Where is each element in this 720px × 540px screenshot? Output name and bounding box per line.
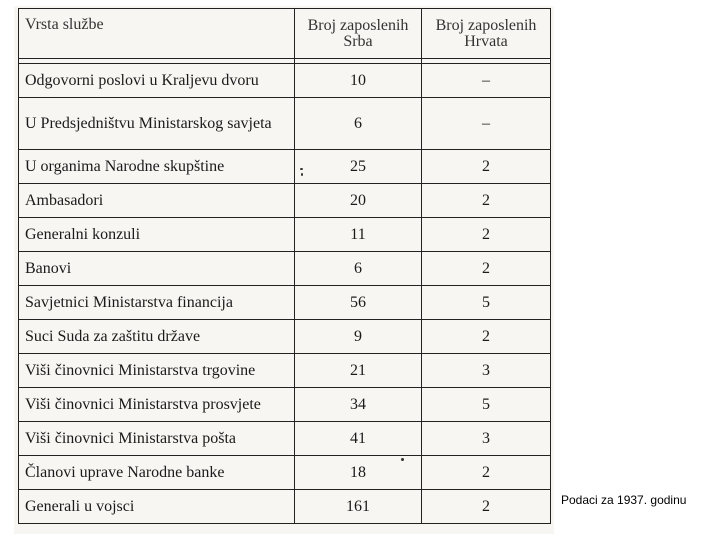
table-header-row <box>19 9 551 59</box>
service-type-cell: U Predsjedništvu Ministarskog savjeta <box>19 98 295 150</box>
croat-count-cell: – <box>422 64 551 98</box>
serb-count-cell: 56 <box>295 286 422 320</box>
croat-count-cell: – <box>422 98 551 150</box>
croat-count-cell: 2 <box>422 150 551 184</box>
serb-count-cell: 6 <box>295 252 422 286</box>
serb-count-cell: 11 <box>295 218 422 252</box>
table-row <box>19 456 551 490</box>
serb-count-cell: 161 <box>295 490 422 524</box>
table-body <box>19 64 551 524</box>
croat-count-cell: 2 <box>422 218 551 252</box>
croat-count-cell: 5 <box>422 388 551 422</box>
service-type-cell: Suci Suda za zaštitu države <box>19 320 295 354</box>
service-type-cell: Savjetnici Ministarstva financija <box>19 286 295 320</box>
serb-count-cell: 18 <box>295 456 422 490</box>
serb-count-cell: 21 <box>295 354 422 388</box>
table-row <box>19 252 551 286</box>
table-row <box>19 388 551 422</box>
serb-count-cell: 34 <box>295 388 422 422</box>
table-row <box>19 320 551 354</box>
service-type-cell: U organima Narodne skupštine <box>19 150 295 184</box>
service-type-cell: Viši činovnici Ministarstva trgovine <box>19 354 295 388</box>
table-row <box>19 354 551 388</box>
table-row <box>19 218 551 252</box>
service-type-cell: Odgovorni poslovi u Kraljevu dvoru <box>19 64 295 98</box>
croat-count-cell: 3 <box>422 422 551 456</box>
croat-count-cell: 2 <box>422 184 551 218</box>
service-type-cell: Generali u vojsci <box>19 490 295 524</box>
scan-speck <box>301 173 303 176</box>
service-type-cell: Banovi <box>19 252 295 286</box>
table-row <box>19 184 551 218</box>
croat-count-cell: 2 <box>422 456 551 490</box>
serb-count-cell: 9 <box>295 320 422 354</box>
table-row <box>19 98 551 150</box>
croat-count-cell: 5 <box>422 286 551 320</box>
scan-speck <box>401 458 404 461</box>
data-year-caption: Podaci za 1937. godinu <box>561 493 687 507</box>
croat-count-cell: 2 <box>422 490 551 524</box>
croat-count-cell: 3 <box>422 354 551 388</box>
service-type-cell: Viši činovnici Ministarstva pošta <box>19 422 295 456</box>
header-service-type: Vrsta službe <box>19 9 295 59</box>
header-serb-count: Broj zaposlenih Srba <box>295 9 422 59</box>
employment-table <box>18 8 551 524</box>
serb-count-cell: 25 <box>295 150 422 184</box>
scan-speck <box>300 168 303 170</box>
table-row <box>19 64 551 98</box>
service-type-cell: Generalni konzuli <box>19 218 295 252</box>
serb-count-cell: 20 <box>295 184 422 218</box>
serb-count-cell: 10 <box>295 64 422 98</box>
header-croat-count: Broj zaposlenih Hrvata <box>422 9 551 59</box>
table-row <box>19 150 551 184</box>
table-row <box>19 286 551 320</box>
service-type-cell: Viši činovnici Ministarstva prosvjete <box>19 388 295 422</box>
serb-count-cell: 6 <box>295 98 422 150</box>
croat-count-cell: 2 <box>422 252 551 286</box>
table-row <box>19 490 551 524</box>
croat-count-cell: 2 <box>422 320 551 354</box>
serb-count-cell: 41 <box>295 422 422 456</box>
service-type-cell: Članovi uprave Narodne banke <box>19 456 295 490</box>
table-row <box>19 422 551 456</box>
service-type-cell: Ambasadori <box>19 184 295 218</box>
